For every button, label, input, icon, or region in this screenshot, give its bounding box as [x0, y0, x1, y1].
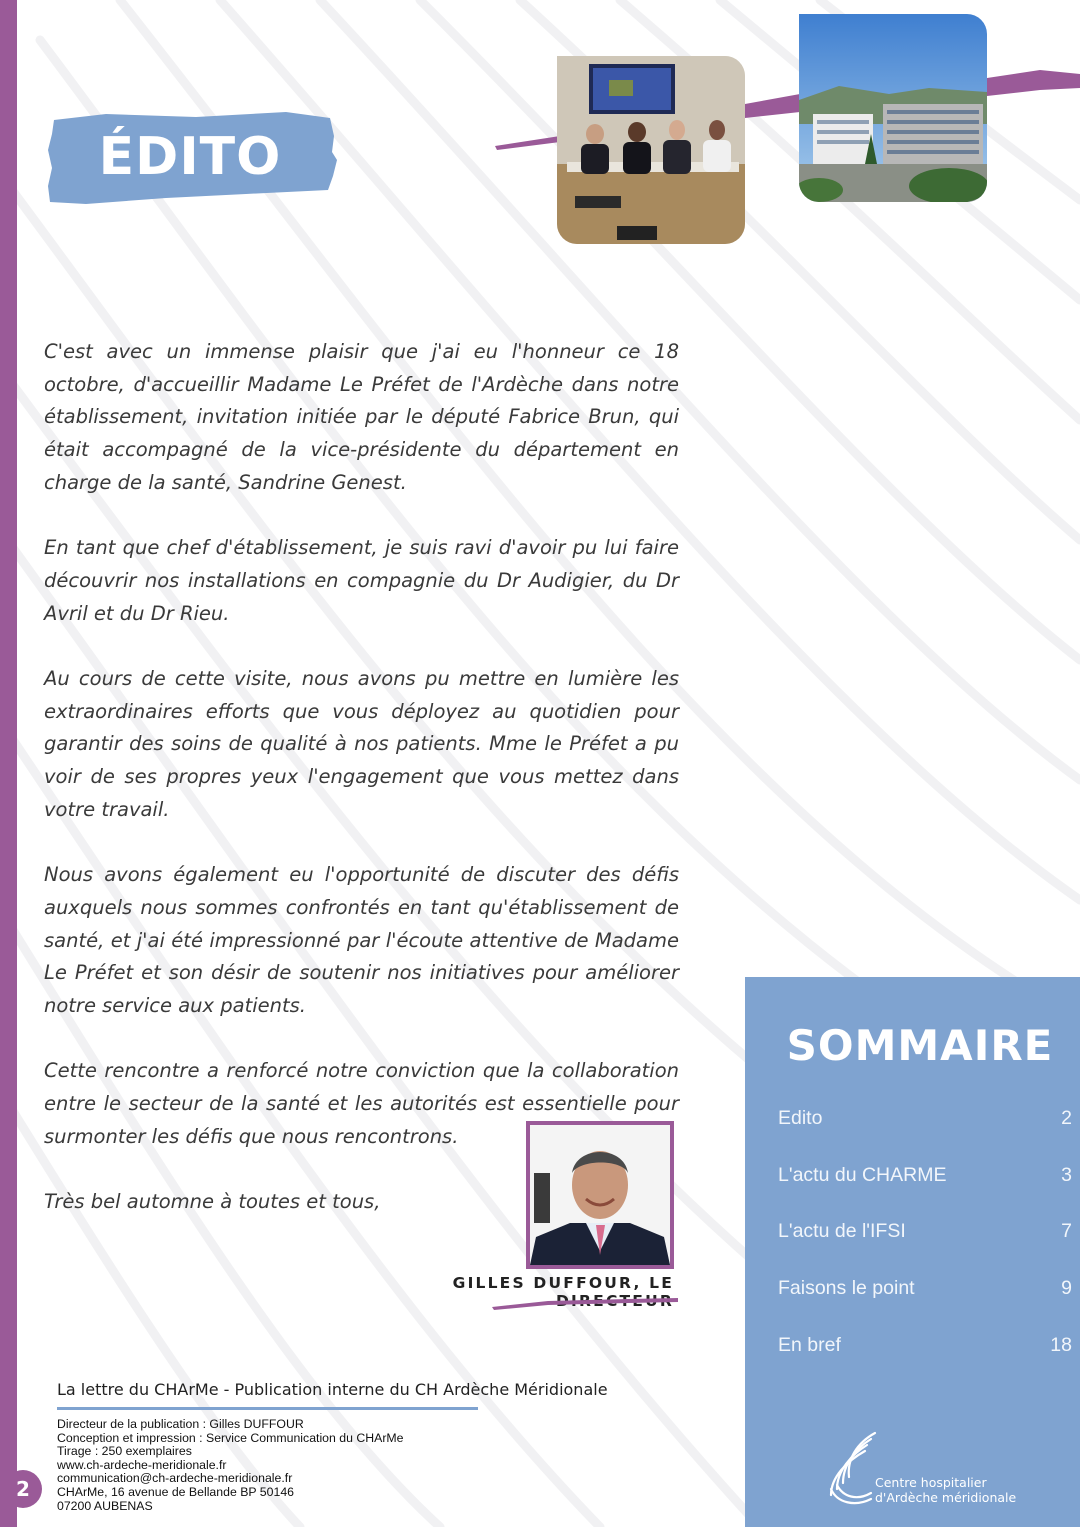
edito-paragraph-1: C'est avec un immense plaisir que j'ai eu l'honneur ce 18 octobre, d'accueillir Madame Le Préfet de l'Ardèche dans notre établissement, invitation initiée par le député Fabrice Brun, qui était accompagné de la vice-présidente du département en charge de la santé, Sandrine Genest.	[44, 340, 679, 494]
left-accent-bar	[0, 0, 17, 1527]
meeting-photo	[557, 56, 745, 244]
toc-item-page: 9	[1061, 1277, 1072, 1300]
colophon-line: 07200 AUBENAS	[57, 1498, 153, 1513]
signature: GILLES DUFFOUR, LE	[452, 1274, 674, 1292]
toc-item-label: En bref	[778, 1333, 841, 1356]
logo-line-2: d'Ardèche méridionale	[875, 1490, 1017, 1505]
page-number-badge: 2	[4, 1470, 42, 1508]
colophon-divider	[57, 1407, 478, 1410]
toc-item-actu-charme[interactable]	[778, 1164, 1072, 1221]
toc-item-faisons-le-point[interactable]	[778, 1277, 1072, 1334]
toc-item-edito[interactable]	[778, 1107, 1072, 1164]
edito-paragraph-4: Nous avons également eu l'opportunité de discuter des défis auxquels nous sommes confrontés en tant qu'établissement de santé, et j'ai été impressionné par l'écoute attentive de Madame Le Préfet et son désir de soutenir nos initiatives pour améliorer notre service aux patients.	[44, 863, 679, 1018]
page-title: ÉDITO	[98, 127, 282, 187]
edito-paragraph-5: Cette rencontre a renforcé notre conviction que la collaboration entre le secteur de la santé et les autorités est essentielle pour surmonter les défis que nous rencontrons.	[44, 1059, 679, 1148]
edito-paragraph-2: En tant que chef d'établissement, je suis ravi d'avoir pu lui faire découvrir nos installations en compagnie du Dr Audigier, du Dr Avril et du Dr Rieu.	[44, 536, 679, 625]
sommaire-panel	[745, 977, 1080, 1527]
toc-item-label: Edito	[778, 1107, 823, 1129]
hospital-logo-icon	[827, 1429, 877, 1509]
edito-closing: Très bel automne à toutes et tous,	[44, 1190, 381, 1214]
edito-paragraph-3: Au cours de cette visite, nous avons pu mettre en lumière les extraordinaires efforts que vous déployez au quotidien pour garantir des soins de qualité à nos patients. Mme le Préfet a pu voir de ses propres yeux l'engagement que vous mettez dans votre travail.	[44, 667, 679, 821]
toc-item-page: 2	[1061, 1107, 1072, 1129]
toc-item-en-bref[interactable]	[778, 1334, 1072, 1391]
hospital-building-photo	[799, 14, 987, 202]
colophon-title: La lettre du CHArMe - Publication interne du CH Ardèche Méridionale	[57, 1380, 608, 1399]
toc-item-page: 3	[1061, 1163, 1072, 1186]
director-portrait	[526, 1121, 674, 1269]
toc-item-label: L'actu du CHARME	[778, 1163, 947, 1186]
colophon-line: Conception et impression : Service Communication du CHArMe	[57, 1430, 404, 1445]
logo-line-1: Centre hospitalier	[875, 1475, 987, 1490]
table-of-contents	[778, 1107, 1072, 1390]
toc-item-page: 18	[1050, 1333, 1072, 1356]
toc-item-actu-ifsi[interactable]	[778, 1220, 1072, 1277]
colophon-line: Directeur de la publication : Gilles DUFFOUR	[57, 1417, 304, 1431]
director-portrait-photo	[530, 1125, 670, 1265]
edito-article	[44, 336, 679, 1219]
colophon-line: CHArMe, 16 avenue de Bellande BP 50146	[57, 1484, 294, 1499]
hospital-logo	[827, 1429, 1027, 1509]
colophon-line: Tirage : 250 exemplaires	[57, 1444, 192, 1459]
colophon-email-link[interactable]: communication@ch-ardeche-meridionale.fr	[57, 1471, 293, 1486]
hospital-logo-text	[875, 1475, 1016, 1505]
toc-item-label: L'actu de l'IFSI	[778, 1220, 906, 1243]
colophon-details	[57, 1418, 404, 1513]
signature-underline	[488, 1296, 680, 1310]
toc-item-page: 7	[1061, 1220, 1072, 1243]
toc-item-label: Faisons le point	[778, 1277, 915, 1300]
sommaire-title: SOMMAIRE	[786, 1021, 1054, 1070]
colophon-website-link[interactable]: www.ch-ardeche-meridionale.fr	[57, 1457, 227, 1472]
